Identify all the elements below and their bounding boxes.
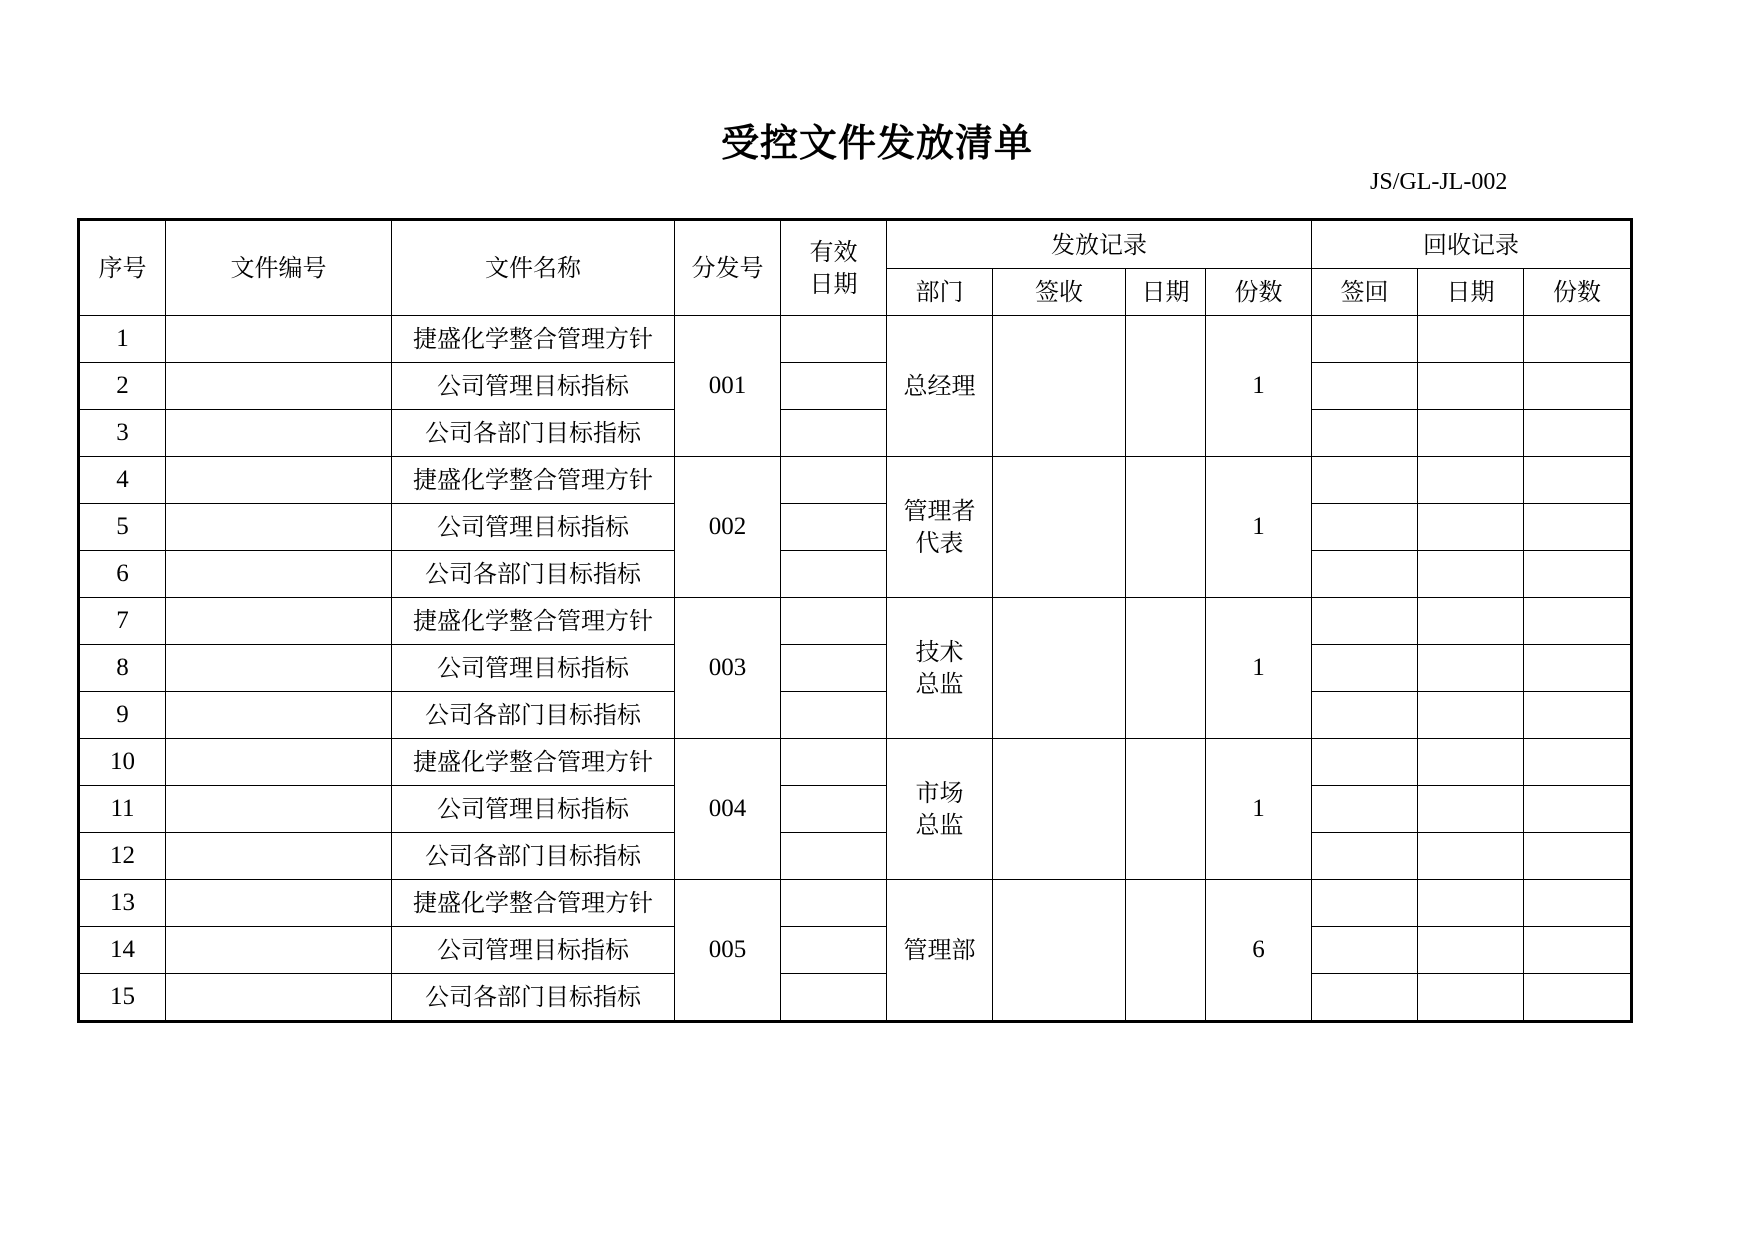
cell-recall-sign xyxy=(1312,598,1418,645)
cell-seq: 15 xyxy=(79,974,166,1022)
cell-issue-sign xyxy=(993,457,1126,598)
cell-recall-date xyxy=(1418,504,1524,551)
cell-file-no xyxy=(166,833,392,880)
cell-seq: 7 xyxy=(79,598,166,645)
cell-file-name: 捷盛化学整合管理方针 xyxy=(392,598,675,645)
header-issue-copies: 份数 xyxy=(1206,269,1312,316)
header-recall-date: 日期 xyxy=(1418,269,1524,316)
cell-valid-date xyxy=(781,598,887,645)
cell-valid-date xyxy=(781,316,887,363)
cell-file-name: 捷盛化学整合管理方针 xyxy=(392,739,675,786)
document-title: 受控文件发放清单 xyxy=(720,121,1033,165)
cell-recall-sign xyxy=(1312,457,1418,504)
cell-valid-date xyxy=(781,410,887,457)
cell-issue-copies: 1 xyxy=(1206,316,1312,457)
cell-file-no xyxy=(166,363,392,410)
cell-issue-copies: 6 xyxy=(1206,880,1312,1022)
cell-recall-copies xyxy=(1524,645,1632,692)
header-issue-dept: 部门 xyxy=(887,269,993,316)
cell-recall-date xyxy=(1418,457,1524,504)
cell-valid-date xyxy=(781,692,887,739)
cell-valid-date xyxy=(781,833,887,880)
cell-valid-date xyxy=(781,786,887,833)
header-valid-date xyxy=(781,220,887,316)
cell-valid-date xyxy=(781,880,887,927)
cell-issue-copies: 1 xyxy=(1206,739,1312,880)
cell-file-no xyxy=(166,316,392,363)
cell-recall-copies xyxy=(1524,786,1632,833)
cell-dist-no: 002 xyxy=(675,457,781,598)
header-valid-date-line1: 有效 xyxy=(809,238,858,266)
cell-file-name: 公司管理目标指标 xyxy=(392,786,675,833)
cell-file-name: 捷盛化学整合管理方针 xyxy=(392,880,675,927)
cell-file-no xyxy=(166,551,392,598)
table-row xyxy=(79,410,1632,457)
cell-recall-sign xyxy=(1312,974,1418,1022)
cell-issue-dept xyxy=(887,316,993,457)
cell-file-name: 公司各部门目标指标 xyxy=(392,833,675,880)
cell-recall-sign xyxy=(1312,880,1418,927)
cell-file-no xyxy=(166,786,392,833)
cell-valid-date xyxy=(781,363,887,410)
cell-seq: 2 xyxy=(79,363,166,410)
cell-file-no xyxy=(166,739,392,786)
cell-file-name: 公司各部门目标指标 xyxy=(392,692,675,739)
document-code: JS/GL-JL-002 xyxy=(1370,169,1508,195)
cell-recall-date xyxy=(1418,410,1524,457)
cell-issue-date xyxy=(1126,739,1206,880)
cell-issue-sign xyxy=(993,316,1126,457)
cell-recall-sign xyxy=(1312,645,1418,692)
cell-recall-date xyxy=(1418,363,1524,410)
cell-recall-date xyxy=(1418,739,1524,786)
cell-recall-sign xyxy=(1312,316,1418,363)
cell-issue-dept xyxy=(887,457,993,598)
cell-file-no xyxy=(166,457,392,504)
cell-recall-sign xyxy=(1312,363,1418,410)
cell-recall-copies xyxy=(1524,692,1632,739)
table-row xyxy=(79,833,1632,880)
cell-seq: 13 xyxy=(79,880,166,927)
cell-recall-sign xyxy=(1312,410,1418,457)
cell-recall-sign xyxy=(1312,739,1418,786)
cell-dist-no: 003 xyxy=(675,598,781,739)
dept-line2: 总监 xyxy=(915,670,964,698)
cell-file-no xyxy=(166,410,392,457)
cell-valid-date xyxy=(781,551,887,598)
cell-recall-copies xyxy=(1524,363,1632,410)
table-row xyxy=(79,551,1632,598)
cell-issue-date xyxy=(1126,457,1206,598)
cell-file-name: 公司各部门目标指标 xyxy=(392,551,675,598)
cell-recall-date xyxy=(1418,692,1524,739)
cell-valid-date xyxy=(781,645,887,692)
cell-file-no xyxy=(166,927,392,974)
header-dist-no: 分发号 xyxy=(675,220,781,316)
cell-recall-copies xyxy=(1524,974,1632,1022)
cell-seq: 3 xyxy=(79,410,166,457)
cell-file-no xyxy=(166,974,392,1022)
table-row xyxy=(79,457,1632,504)
cell-dist-no: 001 xyxy=(675,316,781,457)
table-row xyxy=(79,692,1632,739)
header-recall-copies: 份数 xyxy=(1524,269,1632,316)
cell-issue-dept xyxy=(887,880,993,1022)
header-file-name: 文件名称 xyxy=(392,220,675,316)
cell-seq: 4 xyxy=(79,457,166,504)
table-body xyxy=(79,220,1632,1022)
cell-file-name: 公司管理目标指标 xyxy=(392,504,675,551)
cell-recall-copies xyxy=(1524,927,1632,974)
cell-seq: 12 xyxy=(79,833,166,880)
dept-line1: 管理部 xyxy=(903,936,976,964)
cell-issue-date xyxy=(1126,316,1206,457)
table-row xyxy=(79,739,1632,786)
cell-file-name: 公司管理目标指标 xyxy=(392,645,675,692)
header-seq: 序号 xyxy=(79,220,166,316)
dept-line1: 总经理 xyxy=(903,372,976,400)
cell-file-no xyxy=(166,504,392,551)
cell-file-no xyxy=(166,598,392,645)
cell-recall-sign xyxy=(1312,833,1418,880)
table-row xyxy=(79,598,1632,645)
cell-seq: 6 xyxy=(79,551,166,598)
dept-line1: 技术 xyxy=(915,638,964,666)
cell-file-name: 公司管理目标指标 xyxy=(392,363,675,410)
cell-issue-dept xyxy=(887,598,993,739)
cell-seq: 11 xyxy=(79,786,166,833)
dept-line2: 代表 xyxy=(915,529,964,557)
cell-recall-date xyxy=(1418,880,1524,927)
cell-recall-sign xyxy=(1312,551,1418,598)
header-file-no: 文件编号 xyxy=(166,220,392,316)
cell-issue-dept xyxy=(887,739,993,880)
table-row xyxy=(79,974,1632,1022)
distribution-table xyxy=(77,218,1633,1023)
cell-recall-copies xyxy=(1524,739,1632,786)
cell-recall-sign xyxy=(1312,927,1418,974)
cell-file-no xyxy=(166,692,392,739)
cell-recall-copies xyxy=(1524,551,1632,598)
cell-recall-copies xyxy=(1524,410,1632,457)
cell-issue-copies: 1 xyxy=(1206,457,1312,598)
cell-recall-date xyxy=(1418,927,1524,974)
cell-recall-copies xyxy=(1524,598,1632,645)
cell-file-name: 公司管理目标指标 xyxy=(392,927,675,974)
cell-recall-date xyxy=(1418,598,1524,645)
cell-recall-copies xyxy=(1524,457,1632,504)
cell-seq: 5 xyxy=(79,504,166,551)
header-recall-record: 回收记录 xyxy=(1312,220,1632,269)
cell-recall-date xyxy=(1418,833,1524,880)
header-row-1 xyxy=(79,220,1632,269)
cell-issue-copies: 1 xyxy=(1206,598,1312,739)
header-issue-record: 发放记录 xyxy=(887,220,1312,269)
header-recall-sign: 签回 xyxy=(1312,269,1418,316)
cell-recall-copies xyxy=(1524,880,1632,927)
cell-seq: 14 xyxy=(79,927,166,974)
cell-valid-date xyxy=(781,927,887,974)
cell-issue-date xyxy=(1126,880,1206,1022)
cell-recall-date xyxy=(1418,974,1524,1022)
cell-recall-date xyxy=(1418,786,1524,833)
cell-dist-no: 004 xyxy=(675,739,781,880)
cell-file-name: 捷盛化学整合管理方针 xyxy=(392,457,675,504)
cell-recall-sign xyxy=(1312,504,1418,551)
cell-dist-no: 005 xyxy=(675,880,781,1022)
cell-valid-date xyxy=(781,974,887,1022)
cell-recall-date xyxy=(1418,645,1524,692)
cell-valid-date xyxy=(781,739,887,786)
cell-issue-sign xyxy=(993,739,1126,880)
cell-file-no xyxy=(166,880,392,927)
dept-line1: 市场 xyxy=(915,779,964,807)
cell-file-name: 公司各部门目标指标 xyxy=(392,410,675,457)
cell-valid-date xyxy=(781,457,887,504)
table-row xyxy=(79,363,1632,410)
dept-line2: 总监 xyxy=(915,811,964,839)
header-valid-date-line2: 日期 xyxy=(809,270,858,298)
cell-seq: 8 xyxy=(79,645,166,692)
cell-recall-copies xyxy=(1524,316,1632,363)
cell-recall-copies xyxy=(1524,504,1632,551)
header-issue-date: 日期 xyxy=(1126,269,1206,316)
table-row xyxy=(79,786,1632,833)
cell-recall-sign xyxy=(1312,786,1418,833)
cell-file-name: 捷盛化学整合管理方针 xyxy=(392,316,675,363)
cell-seq: 10 xyxy=(79,739,166,786)
cell-issue-sign xyxy=(993,880,1126,1022)
cell-recall-date xyxy=(1418,316,1524,363)
cell-file-name: 公司各部门目标指标 xyxy=(392,974,675,1022)
cell-issue-sign xyxy=(993,598,1126,739)
table-row xyxy=(79,927,1632,974)
header-issue-sign: 签收 xyxy=(993,269,1126,316)
dept-line1: 管理者 xyxy=(903,497,976,525)
table-row xyxy=(79,504,1632,551)
cell-recall-date xyxy=(1418,551,1524,598)
cell-issue-date xyxy=(1126,598,1206,739)
table-row xyxy=(79,645,1632,692)
cell-file-no xyxy=(166,645,392,692)
table-row xyxy=(79,316,1632,363)
cell-seq: 1 xyxy=(79,316,166,363)
cell-seq: 9 xyxy=(79,692,166,739)
cell-recall-copies xyxy=(1524,833,1632,880)
table-row xyxy=(79,880,1632,927)
cell-valid-date xyxy=(781,504,887,551)
cell-recall-sign xyxy=(1312,692,1418,739)
